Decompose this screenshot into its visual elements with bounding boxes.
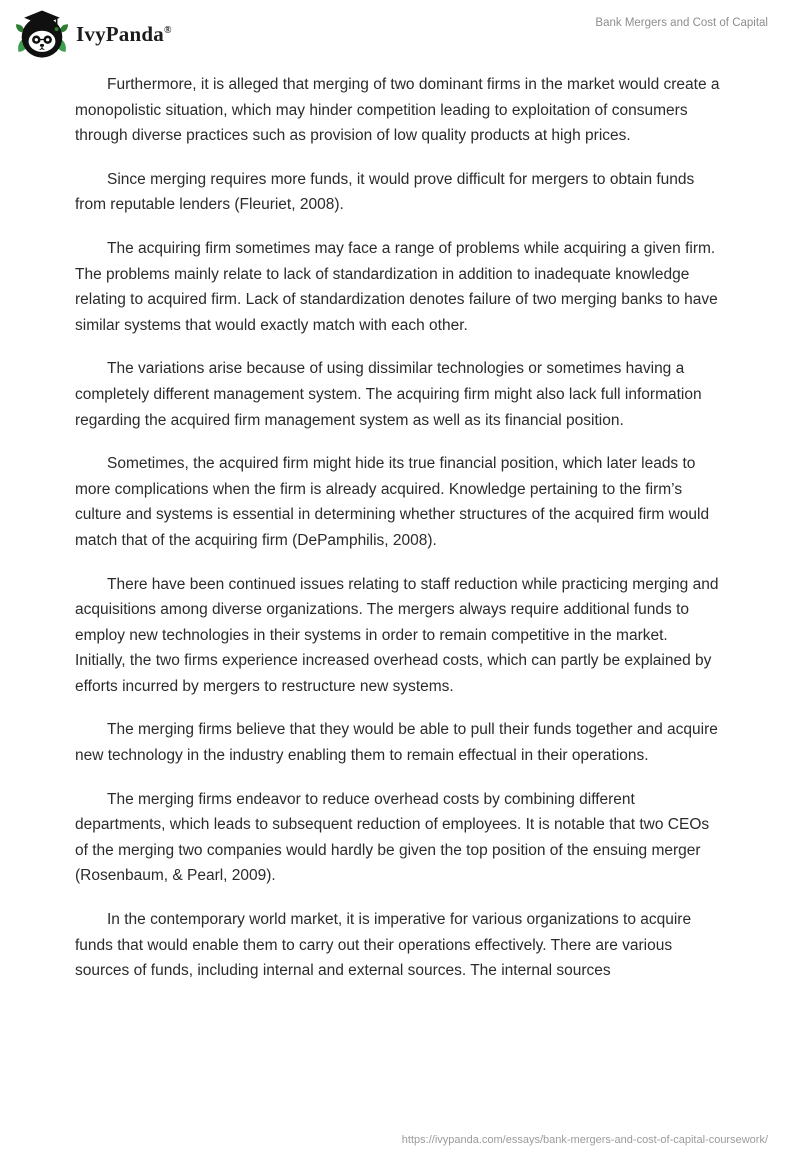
source-url-link[interactable]: https://ivypanda.com/essays/bank-mergers-and-cost-of-capital-coursework/ [401, 1134, 768, 1146]
essay-paragraph: Sometimes, the acquired firm might hide its true financial position, which later leads to more complications when the firm is already acquired. Knowledge pertaining to the firm’s culture and systems is essential in determining whether structures of the acquired firm would match that of the acquiring firm (DePamphilis, 2008). [75, 455, 710, 549]
essay-paragraph: The merging firms endeavor to reduce overhead costs by combining different departments, which leads to subsequent reduction of employees. It is notable that two CEOs of the merging two companies would hardly be given the top position of the ensuing merger (Rosenbaum, & Pearl, 2009). [75, 790, 710, 885]
essay-paragraph: The variations arise because of using dissimilar technologies or sometimes having a completely different management system. The acquiring firm might also lack full information regarding the acquired firm management system as well as its financial position. [75, 360, 702, 429]
essay-paragraph: Furthermore, it is alleged that merging of two dominant firms in the market would create a monopolistic situation, which may hinder competition leading to exploitation of consumers through diverse practices such as provision of low quality products at high prices. [75, 76, 720, 145]
essay-body [0, 60, 800, 984]
page-header [0, 0, 800, 60]
brand-name: IvyPanda® [76, 21, 172, 46]
essay-paragraph: The merging firms believe that they would be able to pull their funds together and acquire new technology in the industry enabling them to remain effectual in their operations. [75, 721, 718, 765]
essay-paragraph: There have been continued issues relating to staff reduction while practicing merging and acquisitions among diverse organizations. The mergers always require additional funds to employ new technologies in their systems in order to remain competitive in the market. Initially, the two firms experience increased overhead costs, which can partly be explained by efforts incurred by mergers to restructure new systems. [75, 575, 719, 695]
essay-paragraph: In the contemporary world market, it is imperative for various organizations to acquire funds that would enable them to carry out their operations effectively. There are various sources of funds, including internal and external sources. The internal sources [75, 911, 692, 980]
essay-paragraph: The acquiring firm sometimes may face a range of problems while acquiring a given firm. The problems mainly relate to lack of standardization in addition to inadequate knowledge relating to acquired firm. Lack of standardization denotes failure of two merging banks to have similar systems that would exactly match with each other. [75, 239, 718, 334]
page-footer [402, 1134, 768, 1146]
ivypanda-logo[interactable] [16, 8, 172, 60]
registered-mark: ® [163, 24, 172, 36]
panda-graduation-cap-icon [16, 8, 68, 60]
document-title: Bank Mergers and Cost of Capital [595, 17, 768, 29]
essay-paragraph: Since merging requires more funds, it would prove difficult for mergers to obtain funds from reputable lenders (Fleuriet, 2008). [75, 170, 695, 214]
